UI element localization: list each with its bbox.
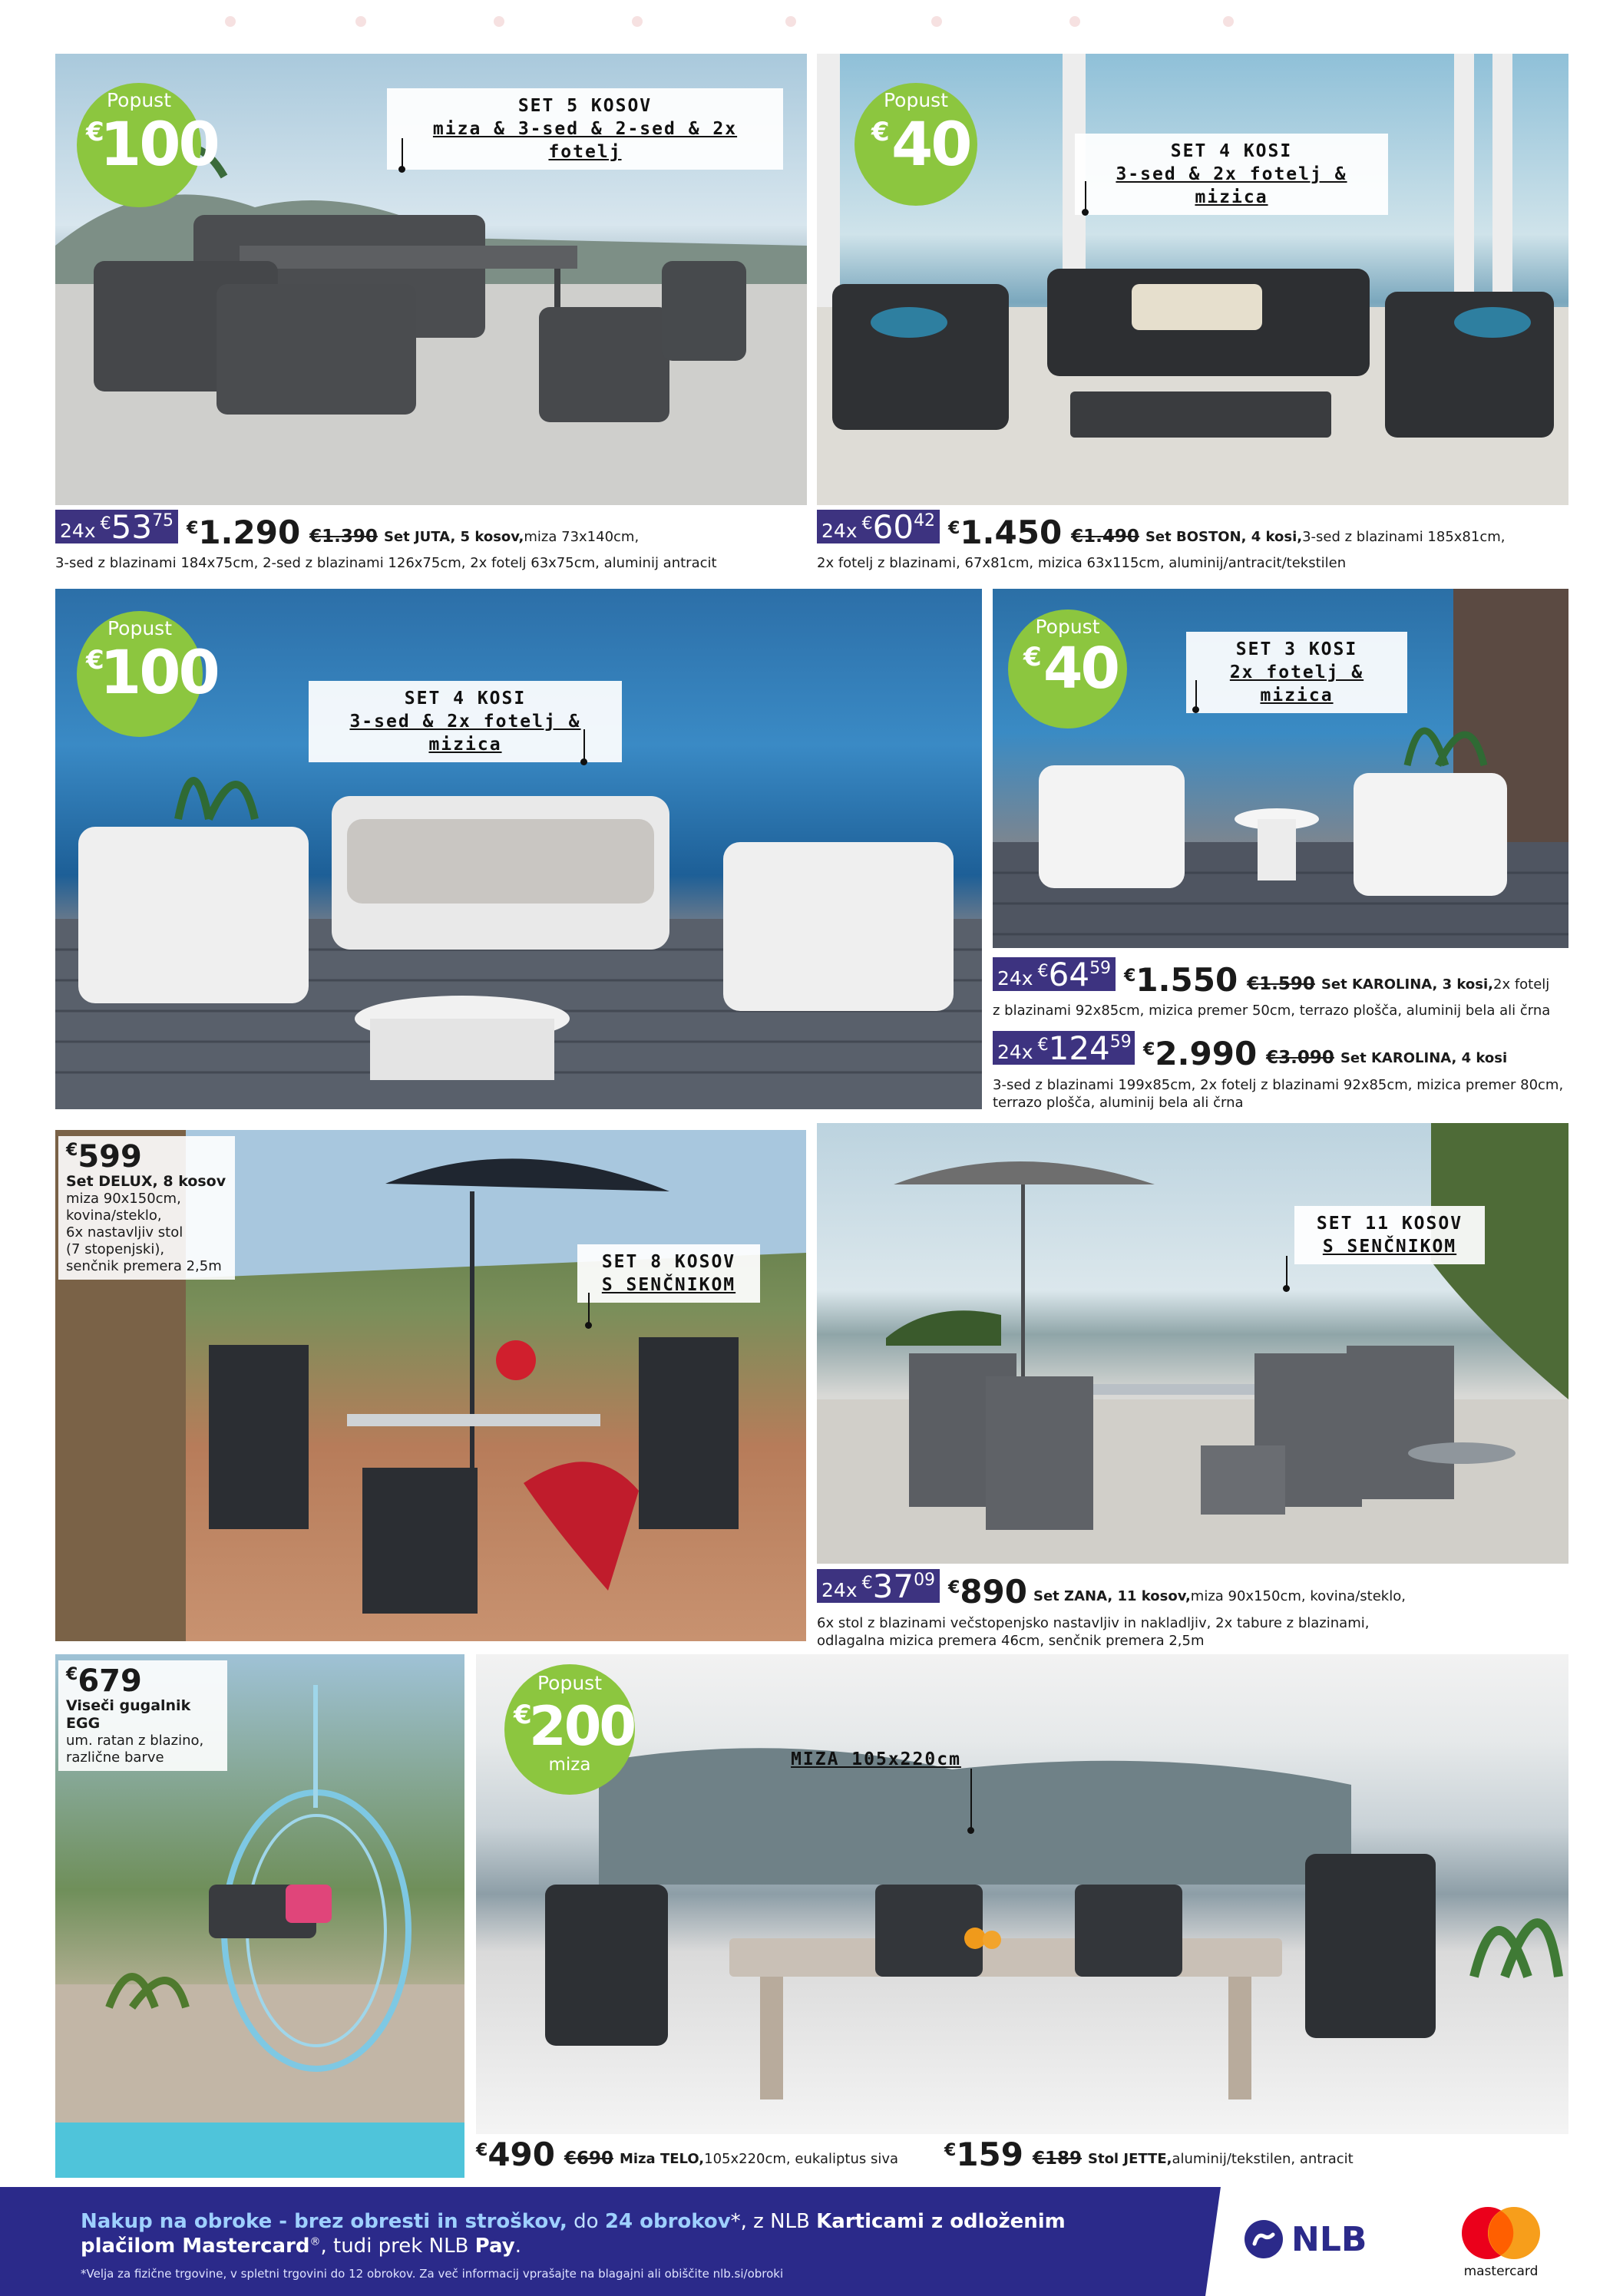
photo-zana-set <box>817 1123 1568 1564</box>
badge-sub: miza <box>548 1755 591 1775</box>
price-value: 2.990 <box>1155 1035 1258 1072</box>
photo-telo-jette <box>476 1654 1568 2134</box>
installment-currency: € <box>1037 962 1049 981</box>
discount-badge <box>1008 610 1127 728</box>
callout-line2: 3-sed & 2x fotelj & mizica <box>1116 164 1347 207</box>
callout-dot <box>1082 209 1089 216</box>
price-currency: € <box>948 1578 960 1597</box>
callout-line2: miza & 3-sed & 2-sed & 2x fotelj <box>432 119 738 162</box>
product-desc: miza 90x150cm, kovina/steklo, <box>1190 1588 1406 1604</box>
installment-box <box>817 508 940 546</box>
badge-value: 100 <box>100 639 218 708</box>
installment-box <box>817 1569 940 1603</box>
price-currency: € <box>948 519 960 538</box>
set-callout <box>1186 632 1407 713</box>
price-line-jette <box>944 2138 1354 2172</box>
financing-pay: Pay <box>474 2235 515 2258</box>
price-value: 1.550 <box>1135 961 1238 999</box>
installment-box <box>993 957 1116 991</box>
financing-text: , tudi prek NLB <box>320 2235 475 2258</box>
badge-currency: € <box>871 117 890 147</box>
financing-card: Karticami z odloženim <box>816 2210 1066 2233</box>
callout-leader <box>1286 1256 1287 1287</box>
installment-value: 53 <box>111 508 153 546</box>
product-desc: miza 73x140cm, <box>524 529 640 545</box>
callout-dot <box>398 166 405 173</box>
financing-count: 24 obrokov <box>604 2210 731 2233</box>
financing-text: do <box>567 2210 605 2233</box>
product-desc-line: 3-sed z blazinami 184x75cm, 2-sed z blazinami 126x75cm, 2x fotelj 63x75cm, aluminij antracit <box>55 555 717 571</box>
price-line <box>1143 1037 1507 1071</box>
installment-decimal: 42 <box>914 511 936 530</box>
badge-label: Popust <box>537 1672 603 1694</box>
callout-dot <box>580 758 587 765</box>
product-spec: kovina/steklo, <box>66 1207 162 1224</box>
price-currency: € <box>476 2141 488 2160</box>
nlb-logo <box>1244 2219 1367 2259</box>
mastercard-icon <box>1451 2204 1551 2262</box>
badge-label: Popust <box>106 89 172 111</box>
product-desc-line: 6x stol z blazinami večstopenjsko nastavljiv in nakladljiv, 2x tabure z blazinami, <box>817 1615 1370 1631</box>
callout-dot <box>585 1322 592 1329</box>
product-name: Set DELUX, 8 kosov <box>66 1173 226 1190</box>
price-line <box>948 1575 1406 1609</box>
callout-line1: SET 11 KOSOV <box>1316 1214 1463 1234</box>
price-line <box>187 516 639 550</box>
price-line <box>1124 963 1549 997</box>
installment-count: 24x <box>997 967 1033 989</box>
installment-box <box>993 1031 1135 1065</box>
callout-leader <box>1195 680 1197 708</box>
discount-badge <box>77 611 218 737</box>
callout-line2: S SENČNIKOM <box>601 1275 736 1295</box>
old-price: €1.490 <box>1071 527 1139 547</box>
badge-currency: € <box>86 117 104 147</box>
badge-value: 200 <box>529 1695 635 1758</box>
financing-text-line2 <box>81 2235 521 2258</box>
callout-leader <box>970 1769 972 1830</box>
installment-count: 24x <box>60 520 96 542</box>
product-name: Viseči gugalnik EGG <box>66 1697 191 1732</box>
installment-decimal: 59 <box>1109 1032 1132 1052</box>
financing-note: *Velja za fizične trgovine, v spletni trgovini do 12 obrokov. Za več informacij vprašajte na blagajni ali obiščite nlb.si/obroki <box>81 2267 784 2281</box>
installment-value: 124 <box>1048 1029 1110 1067</box>
price-value: 1.450 <box>960 514 1063 551</box>
badge-value: 100 <box>100 111 218 180</box>
product-desc-line: terrazo plošča, aluminij bela ali črna <box>993 1095 1244 1111</box>
callout-line1: SET 5 KOSOV <box>517 96 653 116</box>
nlb-icon <box>1244 2219 1284 2259</box>
callout-line2: 2x fotelj & mizica <box>1229 662 1364 705</box>
product-desc: 105x220cm, eukaliptus siva <box>704 2151 899 2167</box>
product-name: Set KAROLINA, 3 kosi, <box>1321 976 1493 993</box>
installment-currency: € <box>861 514 873 534</box>
discount-badge <box>77 83 218 207</box>
product-spec: senčnik premera 2,5m <box>66 1258 222 1274</box>
price-line <box>948 516 1505 550</box>
price-currency: € <box>66 1665 78 1684</box>
installment-value: 60 <box>872 508 914 546</box>
zana-set-illustration <box>817 1123 1568 1564</box>
callout-dot <box>967 1827 974 1834</box>
installment-count: 24x <box>997 1041 1033 1063</box>
financing-text: *, z NLB <box>730 2210 817 2233</box>
callout-line1: MIZA 105x220cm <box>791 1749 961 1769</box>
product-desc-line: z blazinami 92x85cm, mizica premer 50cm, terrazo plošča, aluminij bela ali črna <box>993 1003 1551 1019</box>
product-spec: um. ratan z blazino, <box>66 1733 204 1749</box>
set-callout <box>772 1748 980 1771</box>
badge-currency: € <box>514 1700 532 1730</box>
nlb-logo-text: NLB <box>1291 2219 1367 2259</box>
callout-line2: S SENČNIKOM <box>1322 1237 1457 1257</box>
financing-headline: Nakup na obroke - brez obresti in stroškov, <box>81 2210 567 2233</box>
product-name: Stol JETTE, <box>1088 2151 1172 2167</box>
mastercard-logo <box>1451 2204 1551 2279</box>
old-price: €189 <box>1032 2149 1082 2169</box>
callout-leader <box>1085 181 1086 212</box>
product-desc-line: 2x fotelj z blazinami, 67x81cm, mizica 63x115cm, aluminij/antracit/tekstilen <box>817 555 1347 571</box>
price-tag <box>58 1136 235 1280</box>
badge-label: Popust <box>107 617 173 639</box>
badge-value: 40 <box>891 111 970 180</box>
price-currency: € <box>944 2141 957 2160</box>
mastercard-wordmark: mastercard <box>1463 2264 1539 2279</box>
set-callout <box>1075 134 1388 215</box>
product-desc: 3-sed z blazinami 185x81cm, <box>1302 529 1506 545</box>
product-desc-line: odlagalna mizica premera 46cm, senčnik premera 2,5m <box>817 1633 1205 1649</box>
price-tag <box>58 1660 227 1771</box>
discount-badge <box>854 83 977 206</box>
product-spec: različne barve <box>66 1749 164 1766</box>
product-spec: (7 stopenjski), <box>66 1241 165 1257</box>
price-currency: € <box>1124 966 1136 986</box>
badge-currency: € <box>86 645 104 676</box>
callout-dot <box>1192 706 1199 713</box>
callout-line1: SET 4 KOSI <box>1170 141 1293 161</box>
callout-line1: SET 8 KOSOV <box>601 1252 736 1272</box>
price-currency: € <box>66 1141 78 1160</box>
callout-leader <box>588 1293 590 1323</box>
installment-value: 37 <box>872 1568 914 1605</box>
old-price: €1.590 <box>1247 974 1315 994</box>
callout-leader <box>583 729 585 760</box>
price-currency: € <box>187 519 199 538</box>
installment-currency: € <box>100 514 111 534</box>
price-value: 599 <box>78 1139 142 1174</box>
price-value: 890 <box>960 1573 1027 1611</box>
product-desc: aluminij/tekstilen, antracit <box>1172 2151 1354 2167</box>
price-value: 490 <box>488 2136 555 2173</box>
product-name: Set JUTA, 5 kosov, <box>383 529 524 545</box>
installment-value: 64 <box>1048 956 1090 993</box>
callout-dot <box>1283 1285 1290 1292</box>
old-price: €690 <box>564 2149 613 2169</box>
price-line-telo <box>476 2138 898 2172</box>
installment-box <box>55 508 178 546</box>
callout-leader <box>402 138 403 169</box>
badge-value: 40 <box>1043 636 1118 702</box>
callout-line2: 3-sed & 2x fotelj & mizica <box>349 712 581 755</box>
old-price: €1.390 <box>309 527 378 547</box>
financing-footer <box>0 2187 1623 2296</box>
installment-decimal: 09 <box>914 1571 936 1590</box>
decorative-dots <box>0 0 1623 46</box>
product-name: Set BOSTON, 4 kosi, <box>1145 529 1303 545</box>
product-spec: miza 90x150cm, <box>66 1191 181 1207</box>
installment-count: 24x <box>821 520 858 542</box>
product-desc-line: 3-sed z blazinami 199x85cm, 2x fotelj z blazinami 92x85cm, mizica premer 80cm, <box>993 1077 1564 1093</box>
financing-text: . <box>514 2235 521 2258</box>
callout-line1: SET 4 KOSI <box>404 689 527 709</box>
financing-card: plačilom Mastercard <box>81 2235 310 2258</box>
discount-badge <box>504 1664 635 1795</box>
installment-currency: € <box>1037 1036 1049 1055</box>
installment-currency: € <box>861 1574 873 1593</box>
product-name: Set KAROLINA, 4 kosi <box>1340 1050 1508 1066</box>
price-value: 1.290 <box>198 514 301 551</box>
telo-jette-illustration <box>476 1654 1568 2134</box>
price-value: 159 <box>956 2136 1023 2173</box>
set-callout <box>577 1244 760 1303</box>
set-callout <box>1294 1206 1485 1264</box>
price-currency: € <box>1143 1040 1155 1059</box>
financing-text-line1 <box>81 2210 1066 2233</box>
registered-mark: ® <box>309 2235 321 2248</box>
installment-count: 24x <box>821 1579 858 1601</box>
product-desc: 2x fotelj <box>1493 976 1550 993</box>
price-value: 679 <box>78 1663 142 1699</box>
set-callout <box>387 88 783 170</box>
product-name: Miza TELO, <box>620 2151 705 2167</box>
badge-currency: € <box>1023 642 1042 672</box>
old-price: €3.090 <box>1266 1048 1334 1068</box>
badge-label: Popust <box>883 89 949 111</box>
badge-label: Popust <box>1035 616 1100 638</box>
installment-decimal: 75 <box>152 511 174 530</box>
callout-line1: SET 3 KOSI <box>1235 639 1358 659</box>
set-callout <box>309 681 622 762</box>
product-spec: 6x nastavljiv stol <box>66 1224 183 1241</box>
installment-decimal: 59 <box>1089 959 1112 978</box>
product-name: Set ZANA, 11 kosov, <box>1033 1588 1191 1604</box>
